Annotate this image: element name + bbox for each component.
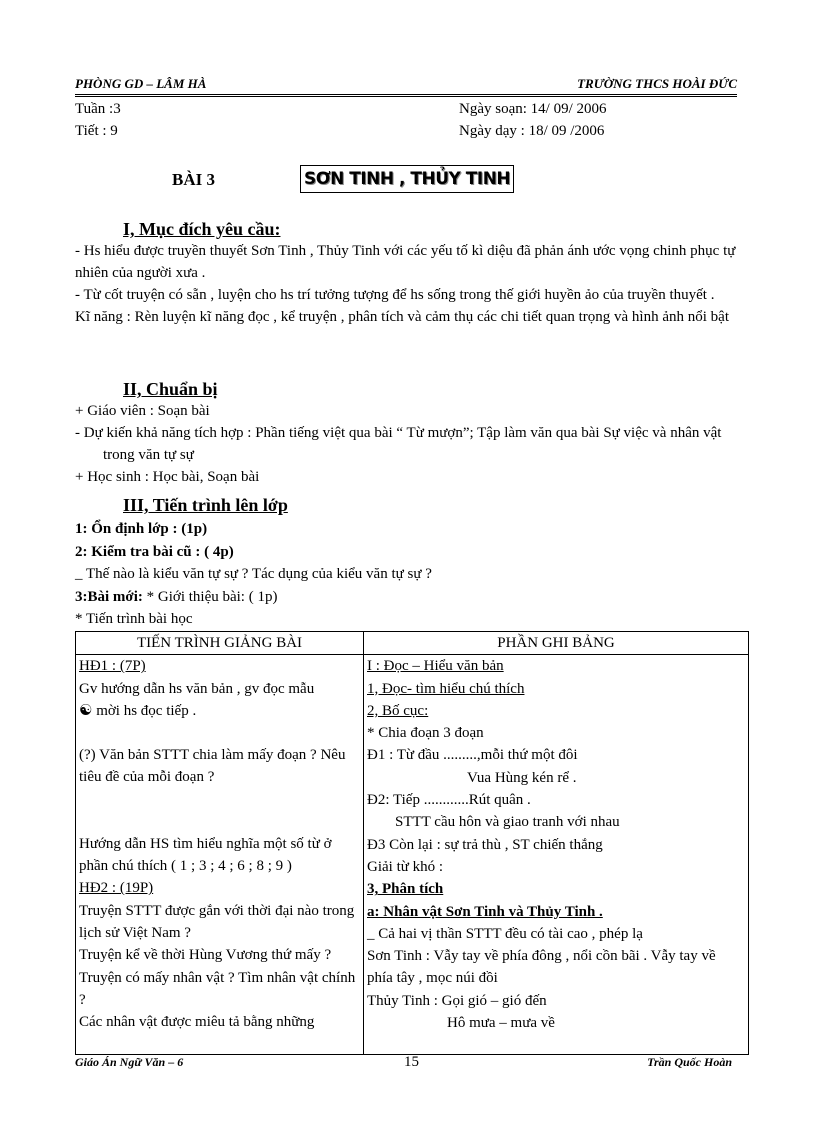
lesson-title: SƠN TINH , THỦY TINH [300,165,514,193]
footer-left: Giáo Án Ngữ Văn – 6 [75,1055,184,1069]
text-line: mời hs đọc tiếp . [92,702,197,719]
text-line: * Chia đoạn 3 đoạn [367,725,484,742]
page-number: 15 [404,1054,419,1070]
old-lesson-question: _ Thế nào là kiểu văn tự sự ? Tác dụng của kiểu văn tự sự ? [75,566,432,582]
section-heading: II, Chuẩn bị [123,379,218,399]
section-objectives [75,218,750,328]
col-header-left: TIẾN TRÌNH GIẢNG BÀI [76,632,364,655]
meta-left [75,98,121,142]
text-line: STTT cầu hôn và giao tranh với nhau [395,814,620,831]
question: Truyện có mấy nhân vật ? Tìm nhân vật chính ? [79,969,356,1008]
text-line: Vua Hùng kén rể . [467,769,577,786]
text-line: Giải từ khó : [367,858,444,875]
header-right: TRƯỜNG THCS HOÀI ĐỨC [577,76,737,91]
board-heading: 1, Đọc- tìm hiểu chú thích [367,680,525,697]
step-1: 1: Ổn định lớp : (1p) [75,521,208,537]
week: Tuần :3 [75,101,121,117]
lesson-number: BÀI 3 [172,170,215,189]
meta-right [459,98,607,142]
text-line: + Giáo viên : Soạn bài [75,403,210,419]
col-header-right: PHẦN GHI BẢNG [364,632,749,655]
progress-label: * Tiến trình bài học [75,611,193,627]
section-heading: III, Tiến trình lên lớp [123,495,288,515]
text-line: Hô mưa – mưa về [447,1015,555,1032]
text-line: Kĩ năng : Rèn luyện kĩ năng đọc , kể truyện , phân tích và cảm thụ các chi tiết quan trọng và hình ảnh nổi bật [75,309,729,325]
question: (?) Văn bản STTT chia làm mấy đoạn ? Nêu tiêu đề của mỗi đoạn ? [79,747,346,786]
step-2: 2: Kiểm tra bài cũ : ( 4p) [75,544,234,560]
period: Tiết : 9 [75,123,118,139]
text-line: - Dự kiến khả năng tích hợp : Phần tiếng việt qua bài “ Từ mượn”; Tập làm văn qua bài Sự việc và nhân vật trong văn tự sự [75,425,722,463]
section-procedure [75,494,750,630]
text-line: Thủy Tinh : Gọi gió – gió đến [367,992,547,1009]
header-left: PHÒNG GD – LÂM HÀ [75,76,207,91]
text-line: Đ1 : Từ đầu .........,mỗi thứ một đôi [367,747,578,764]
question: Các nhân vật được miêu tả bằng những [79,1014,315,1031]
text-line: Hướng dẫn HS tìm hiểu nghĩa một số từ ở phần chú thích ( 1 ; 3 ; 4 ; 6 ; 8 ; 9 ) [79,835,332,875]
step-3: 3:Bài mới: [75,589,143,605]
question: Truyện STTT được gắn với thời đại nào trong lịch sử Việt Nam ? [79,902,355,941]
activity-heading: HĐ1 : (7P) [79,658,146,675]
lesson-table [75,631,749,1055]
text-line: Đ3 Còn lại : sự trả thù , ST chiến thắng [367,836,603,853]
step-3-text: * Giới thiệu bài: ( 1p) [142,589,278,605]
footer-right: Trần Quốc Hoàn [647,1055,732,1069]
text-line: + Học sinh : Học bài, Soạn bài [75,469,260,485]
board-heading: 3, Phân tích [367,881,444,898]
teach-date: Ngày dạy : 18/ 09 /2006 [459,123,605,139]
text-line: - Từ cốt truyện có sẵn , luyện cho hs trí tưởng tượng để hs sống trong thế giới huyền ảo của truyền thuyết . [75,287,715,303]
text-line: Đ2: Tiếp ............Rút quân . [367,792,531,809]
board-heading: a: Nhân vật Sơn Tinh và Thủy Tinh . [367,903,603,920]
board-heading: 2, Bố cục: [367,702,429,719]
board-heading: I : Đọc – Hiểu văn bản [367,658,504,675]
text-line: Sơn Tinh : Vẫy tay về phía đông , nổi cồn bãi . Vẫy tay về phía tây , mọc núi đồi [367,948,716,987]
text-line: - Hs hiểu được truyền thuyết Sơn Tinh , Thủy Tinh với các yếu tố kì diệu đã phản ánh ước vọng chinh phục tự nhiên của người xưa . [75,243,736,281]
page-header [75,76,737,97]
section-preparation [75,378,750,488]
text-line: _ Cả hai vị thần STTT đều có tài cao , phép lạ [367,925,643,942]
text-line: Gv hướng dẫn hs văn bản , gv đọc mẫu [79,680,315,697]
prep-date: Ngày soạn: 14/ 09/ 2006 [459,101,607,117]
activity-heading: HĐ2 : (19P) [79,880,154,897]
section-heading: I, Mục đích yêu cầu: [123,219,281,239]
yin-yang-icon: ☯ [79,702,93,719]
right-cell [364,655,749,1055]
question: Truyện kể về thời Hùng Vương thứ mấy ? [79,947,332,964]
left-cell [76,655,364,1055]
